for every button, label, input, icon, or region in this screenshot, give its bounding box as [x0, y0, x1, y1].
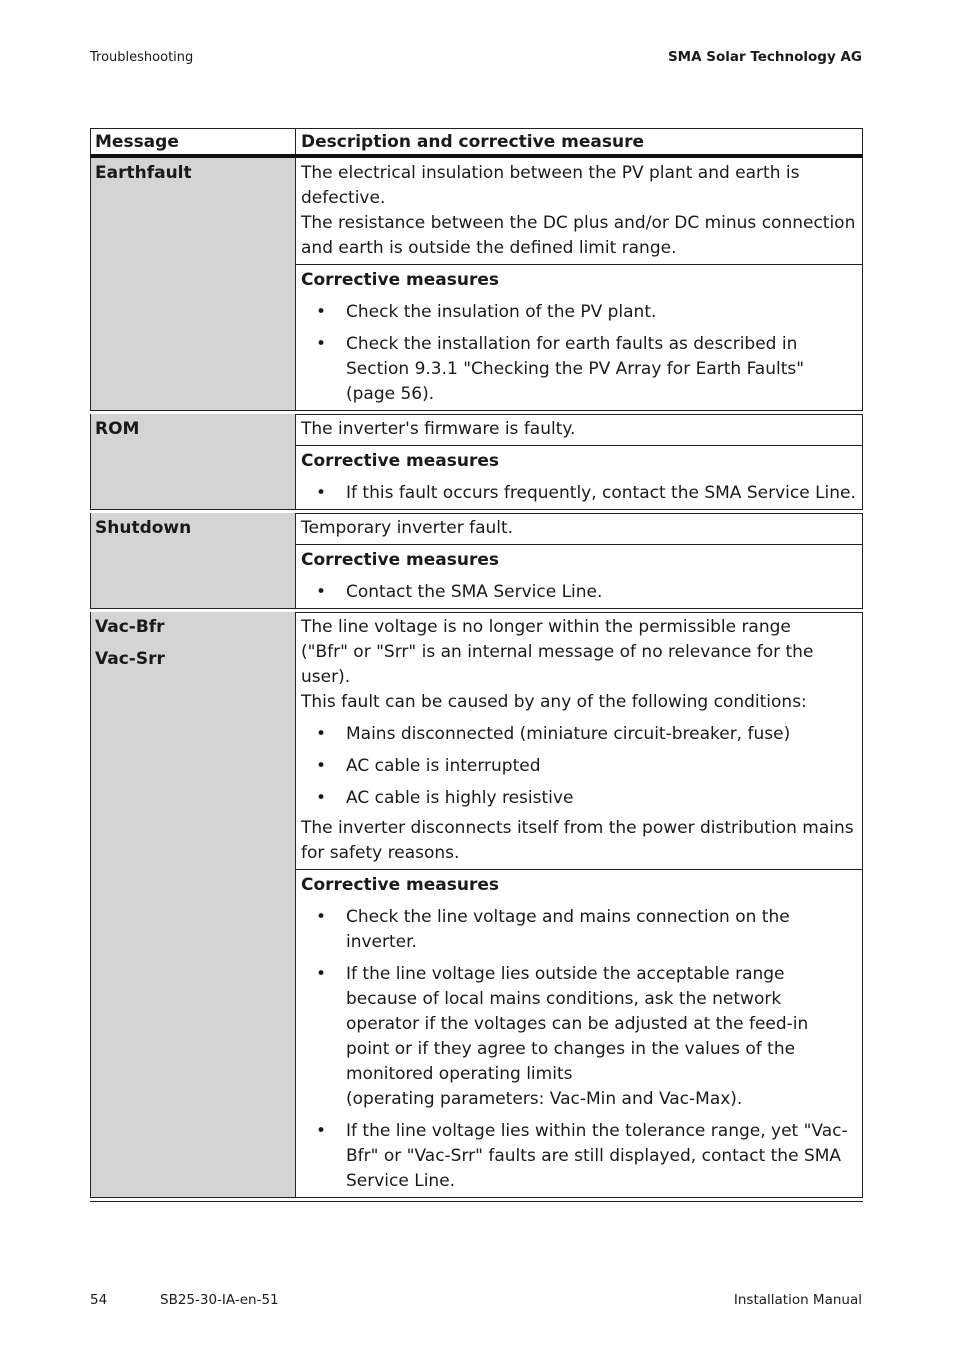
- list-item: • Check the line voltage and mains connection on the inverter.: [301, 905, 856, 955]
- table-row: [90, 158, 863, 411]
- description-block: [296, 513, 862, 544]
- list-item-note: (operating parameters: Vac-Min and Vac-Max).: [346, 1089, 743, 1109]
- message-name: ROM: [95, 419, 140, 439]
- description-text: The electrical insulation between the PV plant and earth is defective.: [301, 163, 800, 208]
- list-item: • Contact the SMA Service Line.: [301, 580, 856, 605]
- message-name: Earthfault: [95, 163, 192, 183]
- description-text: Temporary inverter fault.: [301, 518, 514, 538]
- description-text: The resistance between the DC plus and/or DC minus connection and earth is outside the defined limit range.: [301, 213, 856, 258]
- table-header: [90, 128, 863, 158]
- list-item: • If this fault occurs frequently, contact the SMA Service Line.: [301, 481, 856, 506]
- footer-title: Installation Manual: [733, 1292, 862, 1308]
- description-cell: [296, 158, 862, 410]
- header-company: SMA Solar Technology AG: [667, 49, 862, 65]
- corrective-label: Corrective measures: [301, 550, 499, 570]
- description-text: The line voltage is no longer within the permissible range: [301, 617, 791, 637]
- list-item: • Check the insulation of the PV plant.: [301, 300, 856, 325]
- description-text: This fault can be caused by any of the following conditions:: [301, 692, 807, 712]
- list-item: [301, 962, 856, 1112]
- list-item: • AC cable is interrupted: [301, 754, 856, 779]
- header-section: Troubleshooting: [90, 50, 194, 65]
- description-text: The inverter's firmware is faulty.: [301, 419, 576, 439]
- list-item: • Mains disconnected (miniature circuit-breaker, fuse): [301, 722, 856, 747]
- description-block: [296, 414, 862, 445]
- col-message-header: Message: [91, 129, 296, 154]
- col-description-header: Description and corrective measure: [301, 132, 644, 152]
- corrective-label: Corrective measures: [301, 270, 499, 290]
- message-cell: [91, 158, 296, 410]
- corrective-block: [296, 544, 862, 608]
- message-name: Shutdown: [95, 518, 192, 538]
- description-cell: [296, 612, 862, 1197]
- list-item: • AC cable is highly resistive: [301, 786, 856, 811]
- description-cell: [296, 513, 862, 608]
- description-block: [296, 612, 862, 869]
- description-block: [296, 158, 862, 264]
- corrective-block: [296, 445, 862, 509]
- corrective-label: Corrective measures: [301, 875, 499, 895]
- corrective-block: [296, 264, 862, 410]
- description-cell: [296, 414, 862, 509]
- message-name: Vac-Bfr: [95, 617, 165, 637]
- table-row: [90, 513, 863, 609]
- corrective-block: [296, 869, 862, 1197]
- troubleshooting-table: [90, 128, 863, 1201]
- corrective-label: Corrective measures: [301, 451, 499, 471]
- description-text: ("Bfr" or "Srr" is an internal message of no relevance for the user).: [301, 642, 814, 687]
- message-cell: [91, 414, 296, 509]
- table-row: [90, 612, 863, 1198]
- description-text: The inverter disconnects itself from the power distribution mains for safety reasons.: [301, 818, 854, 863]
- list-item: • Check the installation for earth faults as described in Section 9.3.1 "Checking the PV Array for Earth Faults" (page 56).: [301, 332, 856, 407]
- footer-doc-id: SB25-30-IA-en-51: [160, 1292, 279, 1308]
- message-cell: [91, 612, 296, 1197]
- table-row: [90, 414, 863, 510]
- list-item: • If the line voltage lies within the tolerance range, yet "Vac-Bfr" or "Vac-Srr" faults are still displayed, contact the SMA Service Line.: [301, 1119, 856, 1194]
- message-name: Vac-Srr: [95, 649, 165, 669]
- footer-page-number: 54: [90, 1292, 108, 1308]
- message-cell: [91, 513, 296, 608]
- list-item-text: If the line voltage lies outside the acceptable range because of local mains conditions, ask the network operator if the voltages can be adjusted at the feed-in point or if they agree to changes in the values of the monitored operating limits: [346, 964, 809, 1084]
